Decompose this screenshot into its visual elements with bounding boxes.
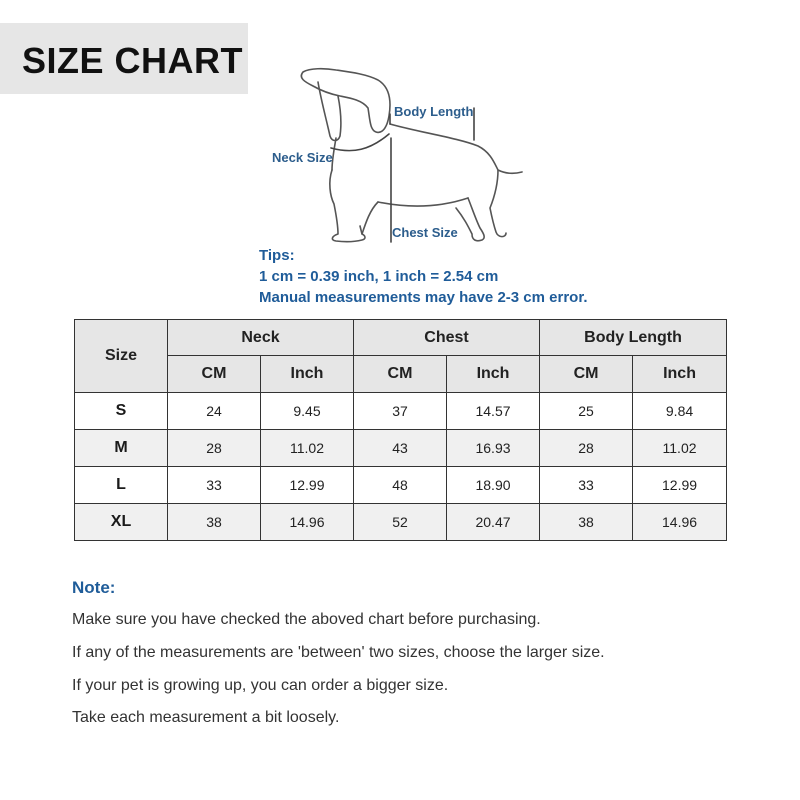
size-cell: L (75, 467, 168, 504)
table-cell: 28 (168, 430, 261, 467)
table-cell: 11.02 (633, 430, 727, 467)
unit-header: CM (354, 356, 447, 393)
body-length-label: Body Length (394, 104, 474, 119)
table-cell: 38 (168, 504, 261, 541)
table-cell: 11.02 (261, 430, 354, 467)
size-cell: M (75, 430, 168, 467)
neck-size-label: Neck Size (272, 150, 333, 165)
unit-header: CM (540, 356, 633, 393)
table-cell: 12.99 (633, 467, 727, 504)
note-line: If your pet is growing up, you can order a bigger size. (72, 677, 449, 694)
page-title: SIZE CHART (22, 40, 243, 81)
tips-error-note: Manual measurements may have 2-3 cm error. (259, 289, 588, 306)
table-row (75, 467, 727, 504)
body-length-group-header: Body Length (540, 320, 727, 356)
table-cell: 25 (540, 393, 633, 430)
chest-group-header: Chest (354, 320, 540, 356)
table-header-row (75, 320, 727, 356)
table-cell: 28 (540, 430, 633, 467)
table-cell: 33 (168, 467, 261, 504)
table-cell: 9.84 (633, 393, 727, 430)
tips-heading: Tips: (259, 247, 295, 264)
table-cell: 43 (354, 430, 447, 467)
size-cell: S (75, 393, 168, 430)
table-cell: 14.57 (447, 393, 540, 430)
unit-header: Inch (261, 356, 354, 393)
table-cell: 12.99 (261, 467, 354, 504)
table-row (75, 430, 727, 467)
table-cell: 24 (168, 393, 261, 430)
table-cell: 33 (540, 467, 633, 504)
table-cell: 14.96 (261, 504, 354, 541)
unit-header: Inch (447, 356, 540, 393)
chest-size-label: Chest Size (392, 225, 458, 240)
tips-conversion: 1 cm = 0.39 inch, 1 inch = 2.54 cm (259, 268, 499, 285)
size-column-header: Size (75, 320, 168, 393)
table-cell: 9.45 (261, 393, 354, 430)
table-row (75, 504, 727, 541)
table-cell: 52 (354, 504, 447, 541)
size-cell: XL (75, 504, 168, 541)
unit-header: CM (168, 356, 261, 393)
table-cell: 18.90 (447, 467, 540, 504)
note-line: Make sure you have checked the aboved chart before purchasing. (72, 611, 541, 628)
unit-header: Inch (633, 356, 727, 393)
neck-group-header: Neck (168, 320, 354, 356)
table-cell: 37 (354, 393, 447, 430)
table-unit-row (75, 356, 727, 393)
note-line: If any of the measurements are 'between' two sizes, choose the larger size. (72, 644, 605, 661)
table-cell: 16.93 (447, 430, 540, 467)
table-cell: 48 (354, 467, 447, 504)
note-heading: Note: (72, 578, 116, 597)
table-cell: 20.47 (447, 504, 540, 541)
table-cell: 14.96 (633, 504, 727, 541)
table-cell: 38 (540, 504, 633, 541)
note-line: Take each measurement a bit loosely. (72, 709, 340, 726)
tips-block (259, 245, 588, 308)
size-table (74, 319, 727, 541)
table-row (75, 393, 727, 430)
